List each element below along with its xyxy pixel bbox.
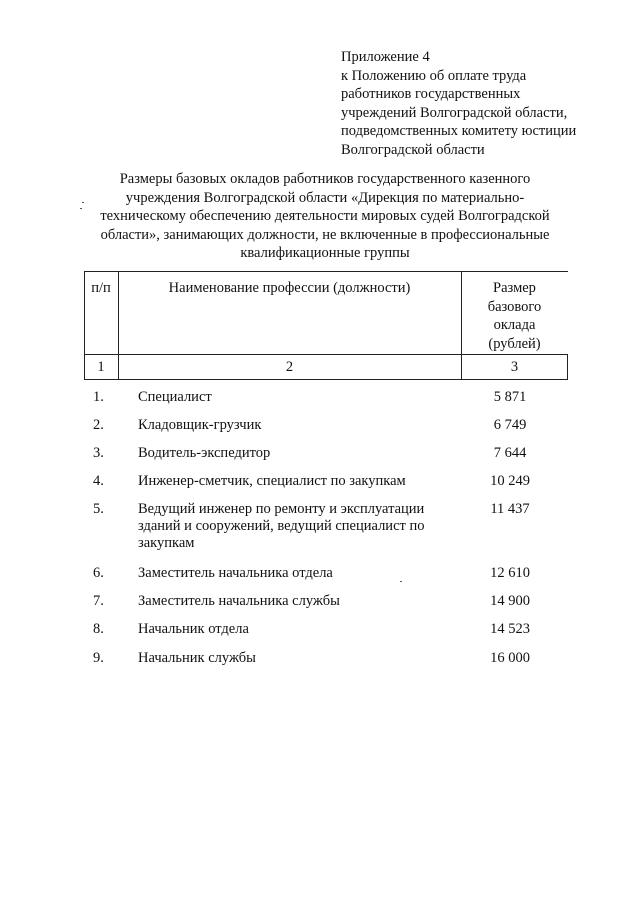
scan-speck (82, 202, 84, 203)
column-number: 2 (285, 359, 294, 375)
appendix-line: к Положению об оплате труда (341, 67, 527, 84)
row-position (138, 501, 458, 552)
row-number: 6. (93, 565, 104, 581)
table-top-border (84, 271, 568, 272)
row-position (138, 389, 458, 406)
row-number: 1. (93, 389, 104, 405)
row-number: 8. (93, 621, 104, 637)
row-position (138, 565, 458, 582)
row-position (138, 593, 458, 610)
column-number: 3 (510, 359, 519, 375)
row-number: 7. (93, 593, 104, 609)
row-number: 4. (93, 473, 104, 489)
row-number: 3. (93, 445, 104, 461)
header-num: п/п (91, 280, 111, 296)
position-line: Заместитель начальника отдела (138, 565, 333, 581)
position-line: Ведущий инженер по ремонту и эксплуатации (138, 501, 425, 517)
header-name: Наименование профессии (должности) (168, 280, 411, 296)
appendix-line: учреждений Волгоградской области, (341, 104, 568, 121)
position-line: Специалист (138, 389, 212, 405)
row-salary: 10 249 (490, 473, 530, 489)
row-salary: 14 523 (490, 621, 530, 637)
appendix-line: работников государственных (341, 86, 521, 102)
row-number: 5. (93, 501, 104, 517)
title-line: квалификационные группы (240, 245, 410, 261)
appendix-line: Приложение 4 (341, 49, 430, 65)
position-line: Заместитель начальника службы (138, 593, 340, 609)
position-line: Кладовщик-грузчик (138, 417, 262, 433)
title-line: учреждения Волгоградской области «Дирекция по материально- (125, 189, 525, 206)
row-salary: 7 644 (493, 445, 527, 461)
table-header-bottom (84, 379, 568, 380)
row-salary: 11 437 (490, 501, 530, 517)
document-title (60, 170, 590, 263)
row-position (138, 621, 458, 638)
position-line: Начальник отдела (138, 621, 249, 637)
row-position (138, 445, 458, 462)
position-line: Водитель-экспедитор (138, 445, 271, 461)
salary-table-header (84, 271, 568, 380)
row-position (138, 473, 458, 490)
appendix-line: Волгоградской области (341, 141, 485, 158)
row-position (138, 417, 458, 434)
row-position (138, 650, 458, 667)
row-salary: 14 900 (490, 593, 530, 609)
header-salary (461, 279, 568, 353)
column-number: 1 (97, 359, 105, 375)
scan-speck (80, 208, 82, 209)
header-salary-line: Размер (493, 280, 536, 296)
title-line: техническому обеспечению деятельности мировых судей Волгоградской (100, 208, 550, 224)
row-salary: 16 000 (490, 650, 530, 666)
row-salary: 5 871 (493, 389, 527, 405)
position-line: Начальник службы (138, 650, 256, 666)
position-line: закупкам (138, 535, 195, 551)
header-salary-line: оклада (493, 317, 536, 333)
row-salary: 12 610 (490, 565, 530, 581)
row-number: 9. (93, 650, 104, 666)
position-line: Инженер-сметчик, специалист по закупкам (138, 473, 406, 489)
title-line: области», занимающих должности, не включенные в профессиональные (100, 226, 550, 243)
appendix-line: подведомственных комитету юстиции (341, 123, 577, 139)
title-line: Размеры базовых окладов работников государственного казенного (119, 171, 531, 187)
row-number: 2. (93, 417, 104, 433)
header-salary-line: базового (487, 298, 542, 315)
header-salary-line: (рублей) (488, 335, 541, 352)
position-line: зданий и сооружений, ведущий специалист по (138, 518, 425, 534)
table-header-divider (84, 354, 568, 355)
row-salary: 6 749 (493, 417, 527, 433)
appendix-note (341, 48, 576, 159)
